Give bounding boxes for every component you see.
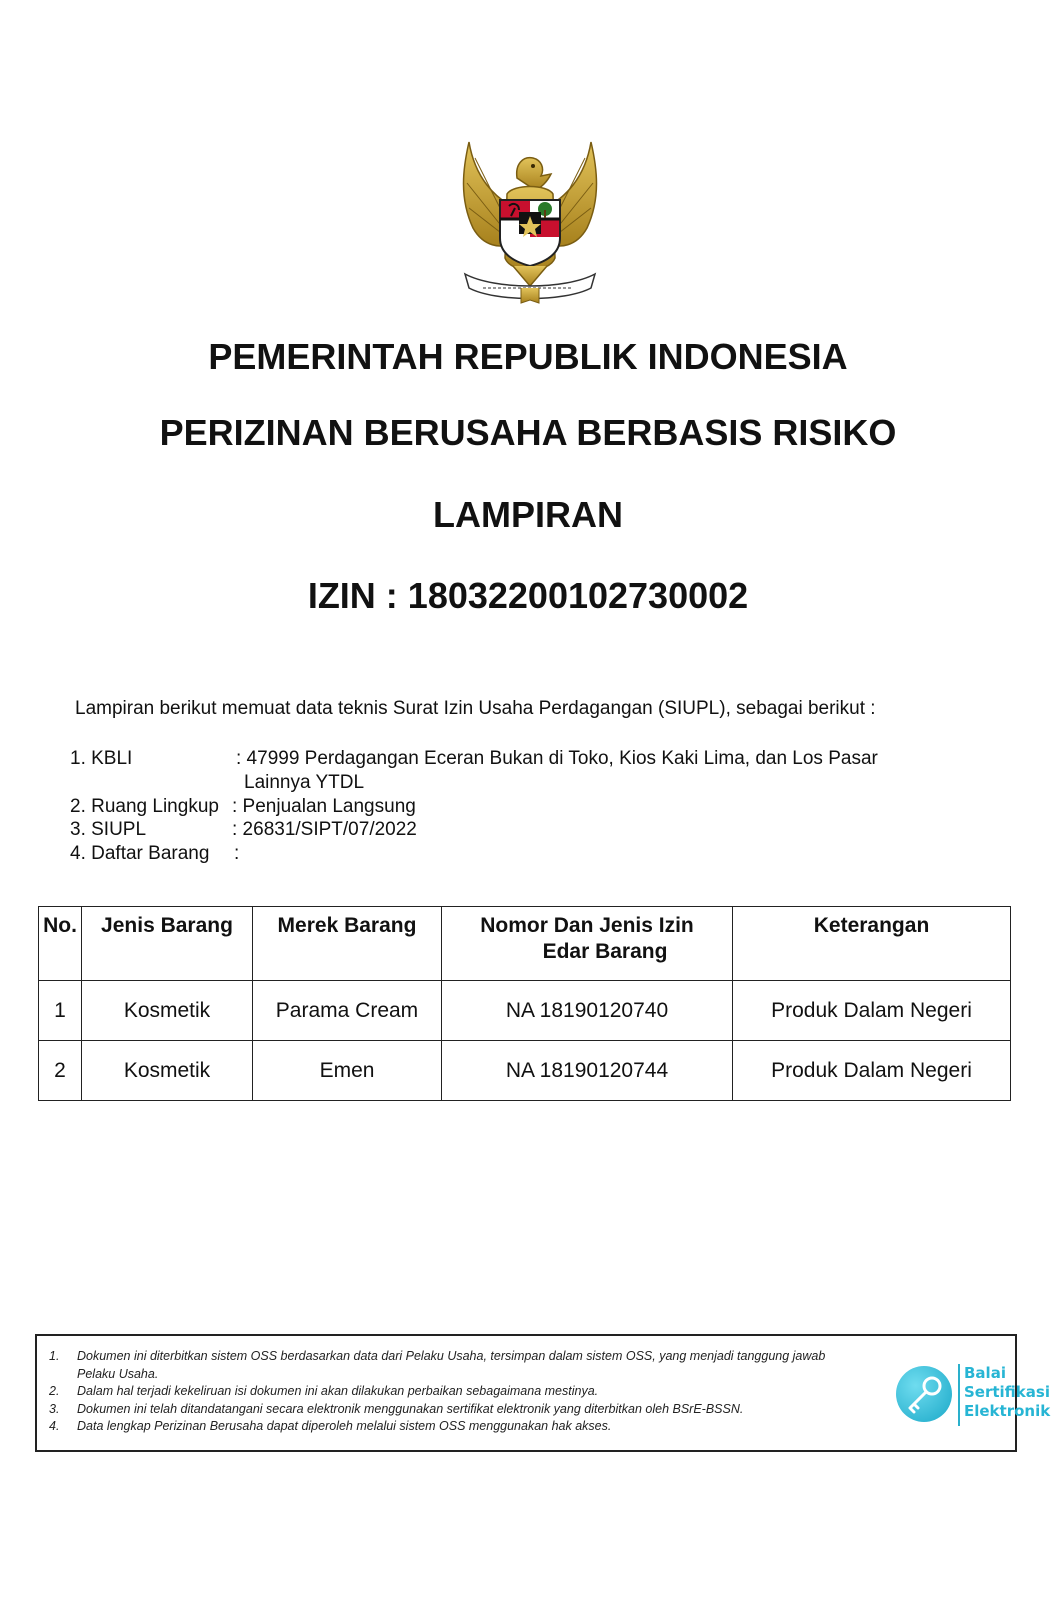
bsre-line-1: Balai (964, 1364, 1006, 1382)
bsre-logo (892, 1358, 1051, 1434)
note-text: Dalam hal terjadi kekeliruan isi dokumen ini akan dilakukan perbaikan sebagaimana mestinya. (77, 1384, 599, 1398)
attachment-title: LAMPIRAN (433, 494, 623, 535)
ruang-lingkup-value: : Penjualan Langsung (232, 796, 416, 817)
kbli-label: 1. KBLI (70, 748, 133, 769)
kbli-value: : 47999 Perdagangan Eceran Bukan di Toko, Kios Kaki Lima, dan Los Pasar (236, 748, 878, 769)
note-number: 4. (49, 1419, 60, 1433)
government-title: PEMERINTAH REPUBLIK INDONESIA (208, 336, 848, 377)
note-text-continued: Pelaku Usaha. (77, 1366, 159, 1381)
kbli-value-continued: Lainnya YTDL (244, 772, 365, 793)
garuda-emblem-icon (455, 138, 605, 308)
siupl-value: : 26831/SIPT/07/2022 (232, 819, 417, 840)
note-text: Dokumen ini telah ditandatangani secara elektronik menggunakan sertifikat elektronik yang diterbitkan oleh BSrE-BSSN. (77, 1401, 744, 1416)
siupl-label: 3. SIUPL (70, 819, 147, 840)
ruang-lingkup-label: 2. Ruang Lingkup (70, 796, 219, 817)
permit-system-title: PERIZINAN BERUSAHA BERBASIS RISIKO (159, 412, 897, 453)
permit-number: IZIN : 18032200102730002 (307, 575, 749, 616)
cell-jenis-barang: Kosmetik (82, 981, 253, 1041)
bsre-divider (958, 1364, 960, 1426)
cell-no: 2 (39, 1041, 82, 1101)
daftar-barang-value: : (234, 843, 240, 864)
cell-no: 1 (39, 981, 82, 1041)
note-text: Dokumen ini diterbitkan sistem OSS berdasarkan data dari Pelaku Usaha, tersimpan dalam sistem OSS, yang menjadi tanggung jawab (77, 1349, 826, 1363)
table-row (39, 1041, 1011, 1101)
bsre-logo-text (964, 1364, 1050, 1421)
cell-nomor-izin: NA 18190120740 (442, 981, 733, 1041)
note-item (49, 1383, 889, 1401)
note-item (49, 1418, 889, 1436)
intro-text: Lampiran berikut memuat data teknis Surat Izin Usaha Perdagangan (SIUPL), sebagai berikut : (75, 698, 876, 719)
daftar-barang-label: 4. Daftar Barang (70, 843, 210, 864)
cell-merek-barang: Emen (253, 1041, 442, 1101)
cell-nomor-izin: NA 18190120744 (442, 1041, 733, 1101)
bsre-line-2: Sertifikasi (964, 1383, 1050, 1401)
col-header-nomor-izin-line2: Edar Barang (542, 940, 668, 963)
col-header-nomor-izin-line1: Nomor Dan Jenis Izin (480, 914, 694, 937)
bsre-key-icon (896, 1366, 952, 1422)
note-item (49, 1401, 889, 1419)
goods-table (38, 906, 1011, 1101)
footer-notes-box (35, 1334, 1051, 1452)
note-text: Data lengkap Perizinan Berusaha dapat diperoleh melalui sistem OSS menggunakan hak akses. (77, 1419, 612, 1433)
cell-jenis-barang: Kosmetik (82, 1041, 253, 1101)
col-header-nomor-izin (442, 907, 733, 981)
table-header-row (39, 907, 1011, 981)
col-header-keterangan: Keterangan (733, 907, 1011, 981)
cell-keterangan: Produk Dalam Negeri (733, 1041, 1011, 1101)
table-row (39, 981, 1011, 1041)
footer-notes-list (49, 1348, 889, 1436)
note-number: 1. (49, 1349, 60, 1363)
col-header-jenis-barang: Jenis Barang (82, 907, 253, 981)
note-item (49, 1348, 889, 1383)
note-number: 2. (49, 1384, 60, 1398)
note-number: 3. (49, 1401, 60, 1416)
cell-merek-barang: Parama Cream (253, 981, 442, 1041)
col-header-merek-barang: Merek Barang (253, 907, 442, 981)
col-header-no: No. (39, 907, 82, 981)
bsre-line-3: Elektronik (964, 1402, 1051, 1420)
cell-keterangan: Produk Dalam Negeri (733, 981, 1011, 1041)
